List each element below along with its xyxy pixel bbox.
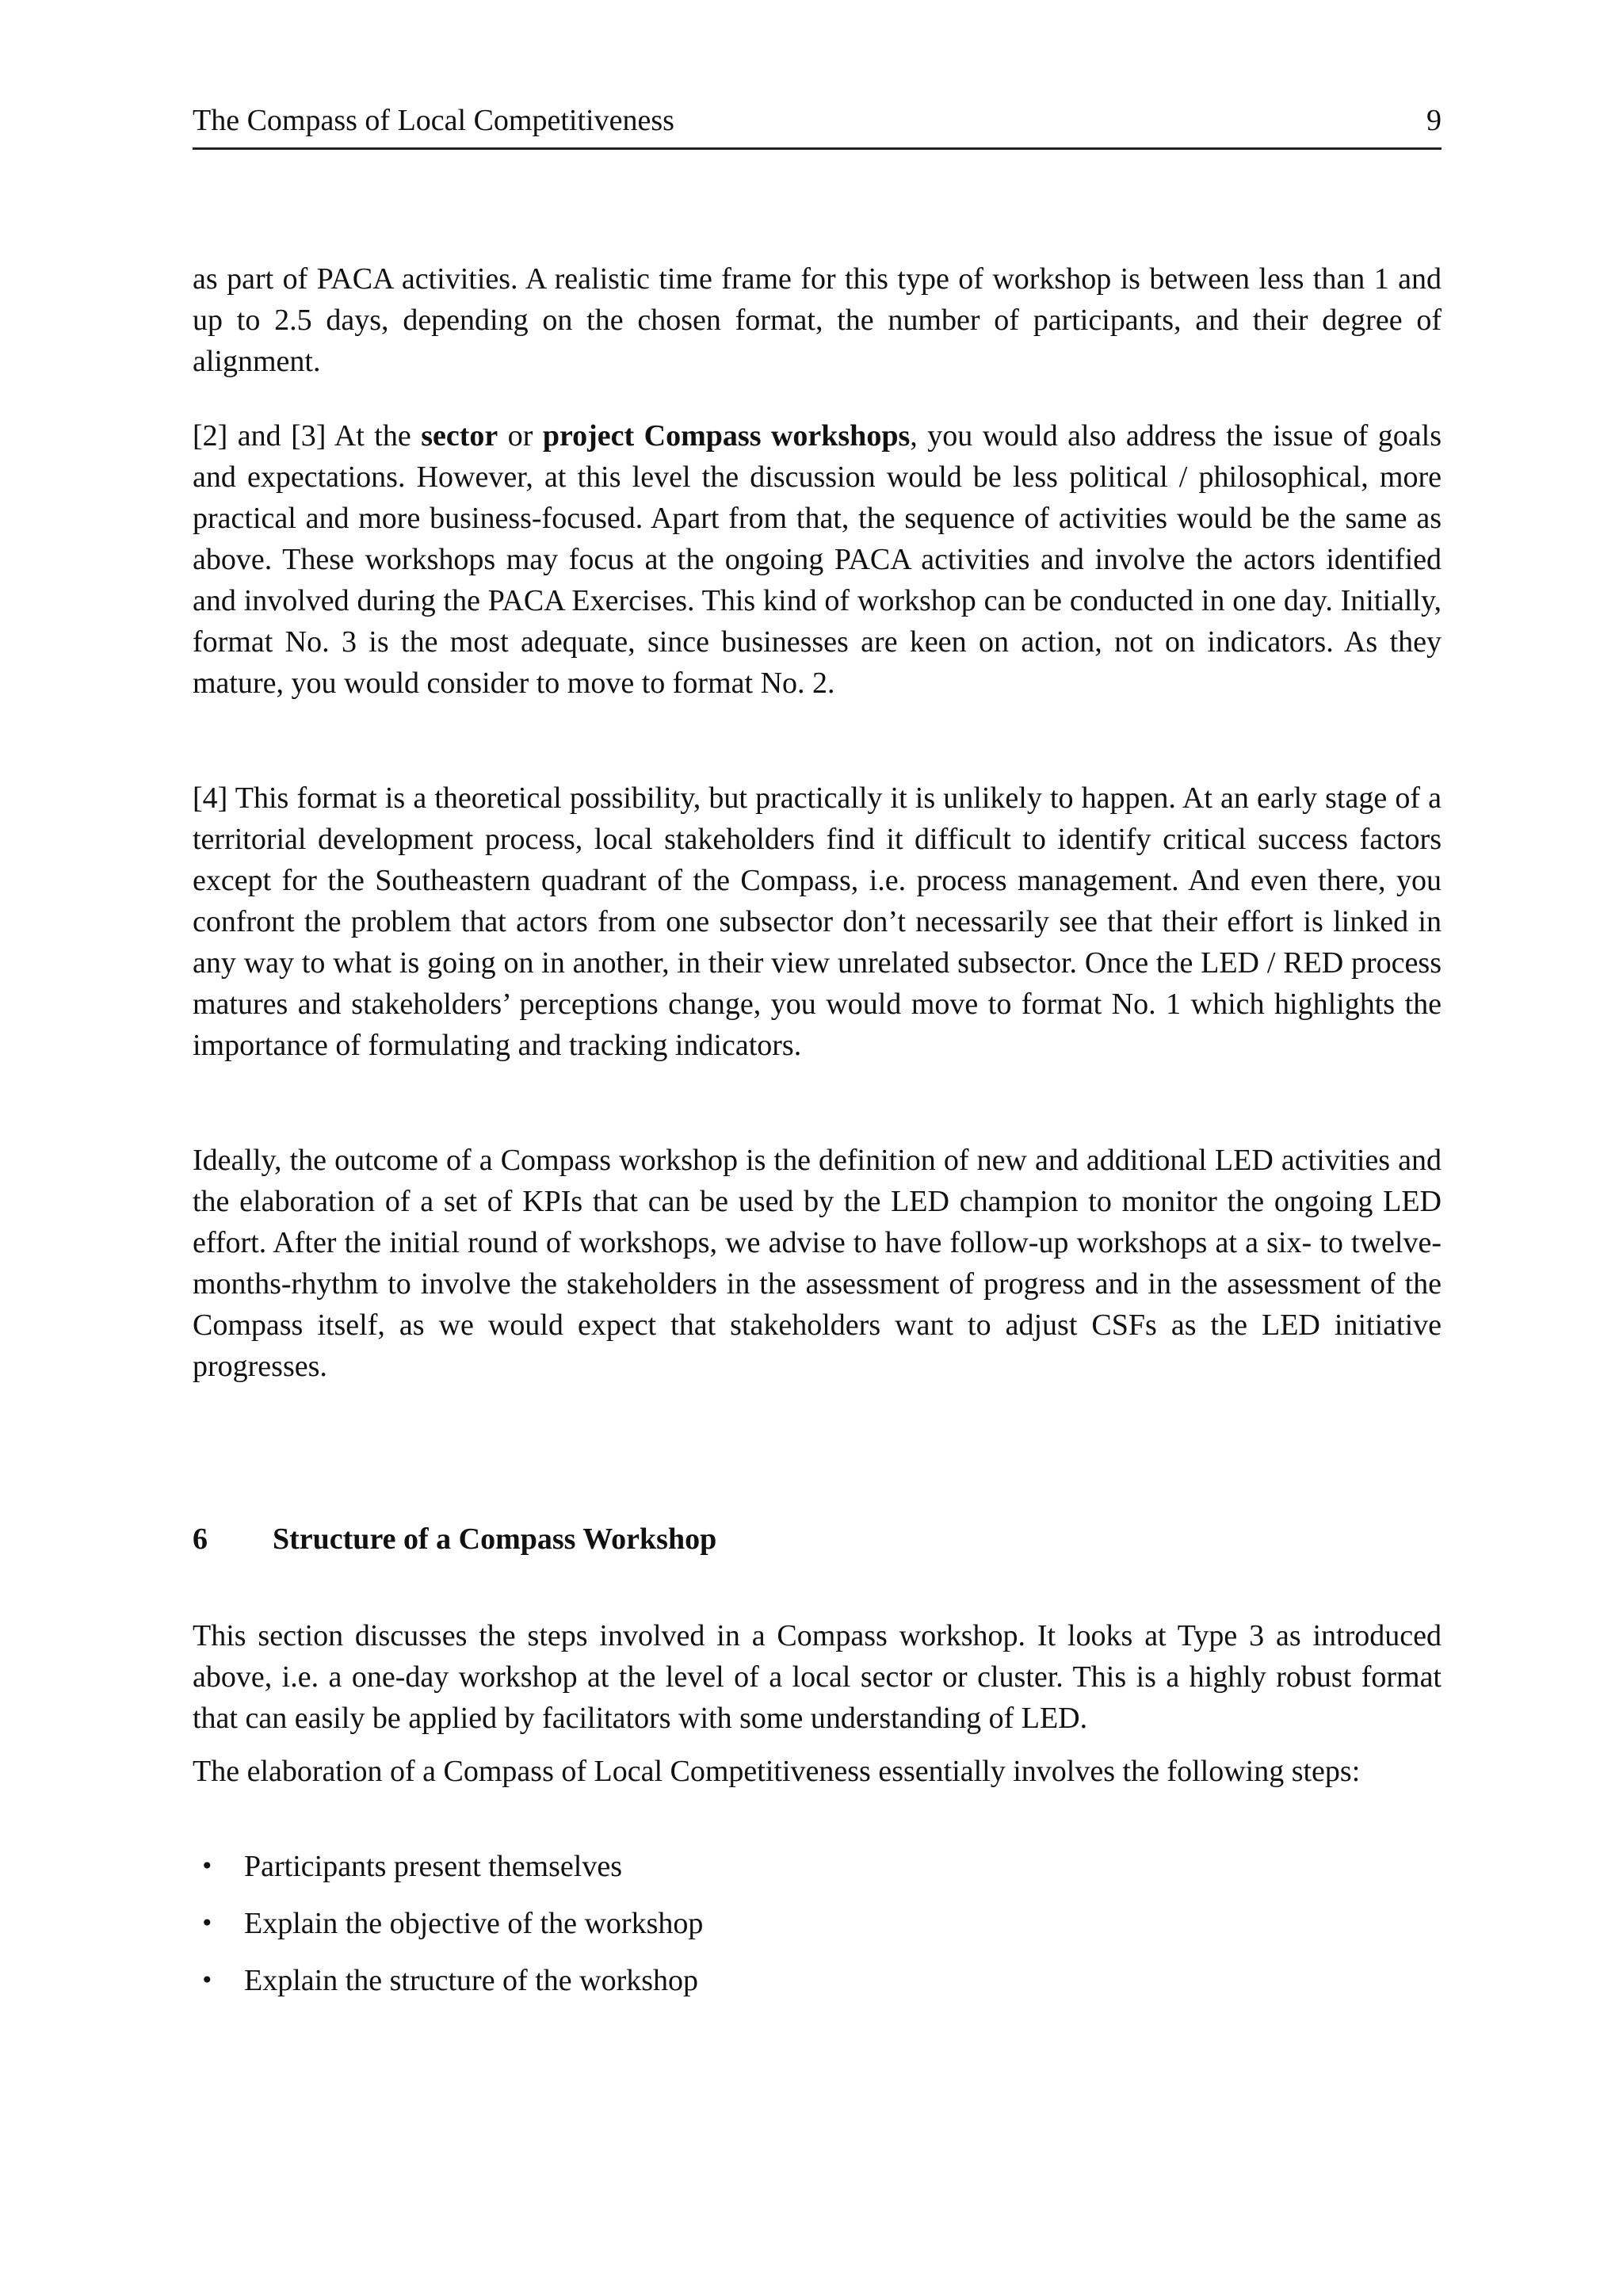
paragraph-lead-text: [2] and [3] At the — [193, 419, 422, 453]
list-item-text: Participants present themselves — [244, 1850, 622, 1883]
list-item — [193, 1846, 1442, 1887]
list-item-text: Explain the objective of the workshop — [244, 1907, 704, 1940]
list-item-text: Explain the structure of the workshop — [244, 1964, 699, 1997]
running-title: The Compass of Local Competitiveness — [193, 104, 674, 137]
list-item — [193, 1903, 1442, 1944]
bullet-icon: • — [200, 1967, 214, 1993]
paragraph-body-text: , you would also address the issue of goals and expectations. However, at this level the discussion would be less political / philosophical, more practical and more business-focused. Apart from that, the sequence of activities would be the same as above. These workshops may focus at the ongoing PACA activities and involve the actors identified and involved during the PACA Exercises. This kind of workshop can be conducted in one day. Initially, format No. 3 is the most adequate, since businesses are keen on action, not on indicators. As they mature, you would consider to move to format No. 2. — [193, 419, 1442, 700]
paragraph-workshop-outcome: Ideally, the outcome of a Compass workshop is the definition of new and additional LED activities and the elaboration of a set of KPIs that can be used by the LED champion to monitor the ongoing LED effort. After the initial round of workshops, we advise to have follow-up workshops at a six- to twelve-months-rhythm to involve the stakeholders in the assessment of progress and in the assessment of the Compass itself, as we would expect that stakeholders want to adjust CSFs as the LED initiative progresses. — [193, 1144, 1442, 1383]
steps-list — [193, 1846, 1442, 2017]
bold-term-project-workshops: project Compass workshops — [542, 419, 911, 453]
page-header — [193, 100, 1442, 150]
section-number: 6 — [193, 1522, 208, 1556]
bullet-icon: • — [200, 1910, 214, 1936]
bullet-icon: • — [200, 1853, 214, 1879]
paragraph-steps-intro: The elaboration of a Compass of Local Competitiveness essentially involves the following steps: — [193, 1755, 1361, 1788]
paragraph-connector-text: or — [498, 419, 543, 453]
paragraph-sector-project-workshops — [193, 415, 1442, 704]
bold-term-sector: sector — [421, 419, 498, 453]
paragraph-paca-time-frame: as part of PACA activities. A realistic time frame for this type of workshop is between less than 1 and up to 2.5 days, depending on the chosen format, the number of participants, and their degree of alignment. — [193, 262, 1442, 378]
paragraph-section-intro: This section discusses the steps involved in a Compass workshop. It looks at Type 3 as introduced above, i.e. a one-day workshop at the level of a local sector or cluster. This is a highly robust format that can easily be applied by facilitators with some understanding of LED. — [193, 1619, 1442, 1735]
page-number: 9 — [1426, 104, 1442, 137]
paragraph-format-four: [4] This format is a theoretical possibility, but practically it is unlikely to happen. At an early stage of a territorial development process, local stakeholders find it difficult to identify critical success factors except for the Southeastern quadrant of the Compass, i.e. process management. And even there, you confront the problem that actors from one subsector don’t necessarily see that their effort is linked in any way to what is going on in another, in their view unrelated subsector. Once the LED / RED process matures and stakeholders’ perceptions change, you would move to format No. 1 which highlights the importance of formulating and tracking indicators. — [193, 781, 1442, 1062]
list-item — [193, 1960, 1442, 2001]
section-title: Structure of a Compass Workshop — [273, 1522, 717, 1556]
section-heading — [193, 1519, 1442, 1560]
